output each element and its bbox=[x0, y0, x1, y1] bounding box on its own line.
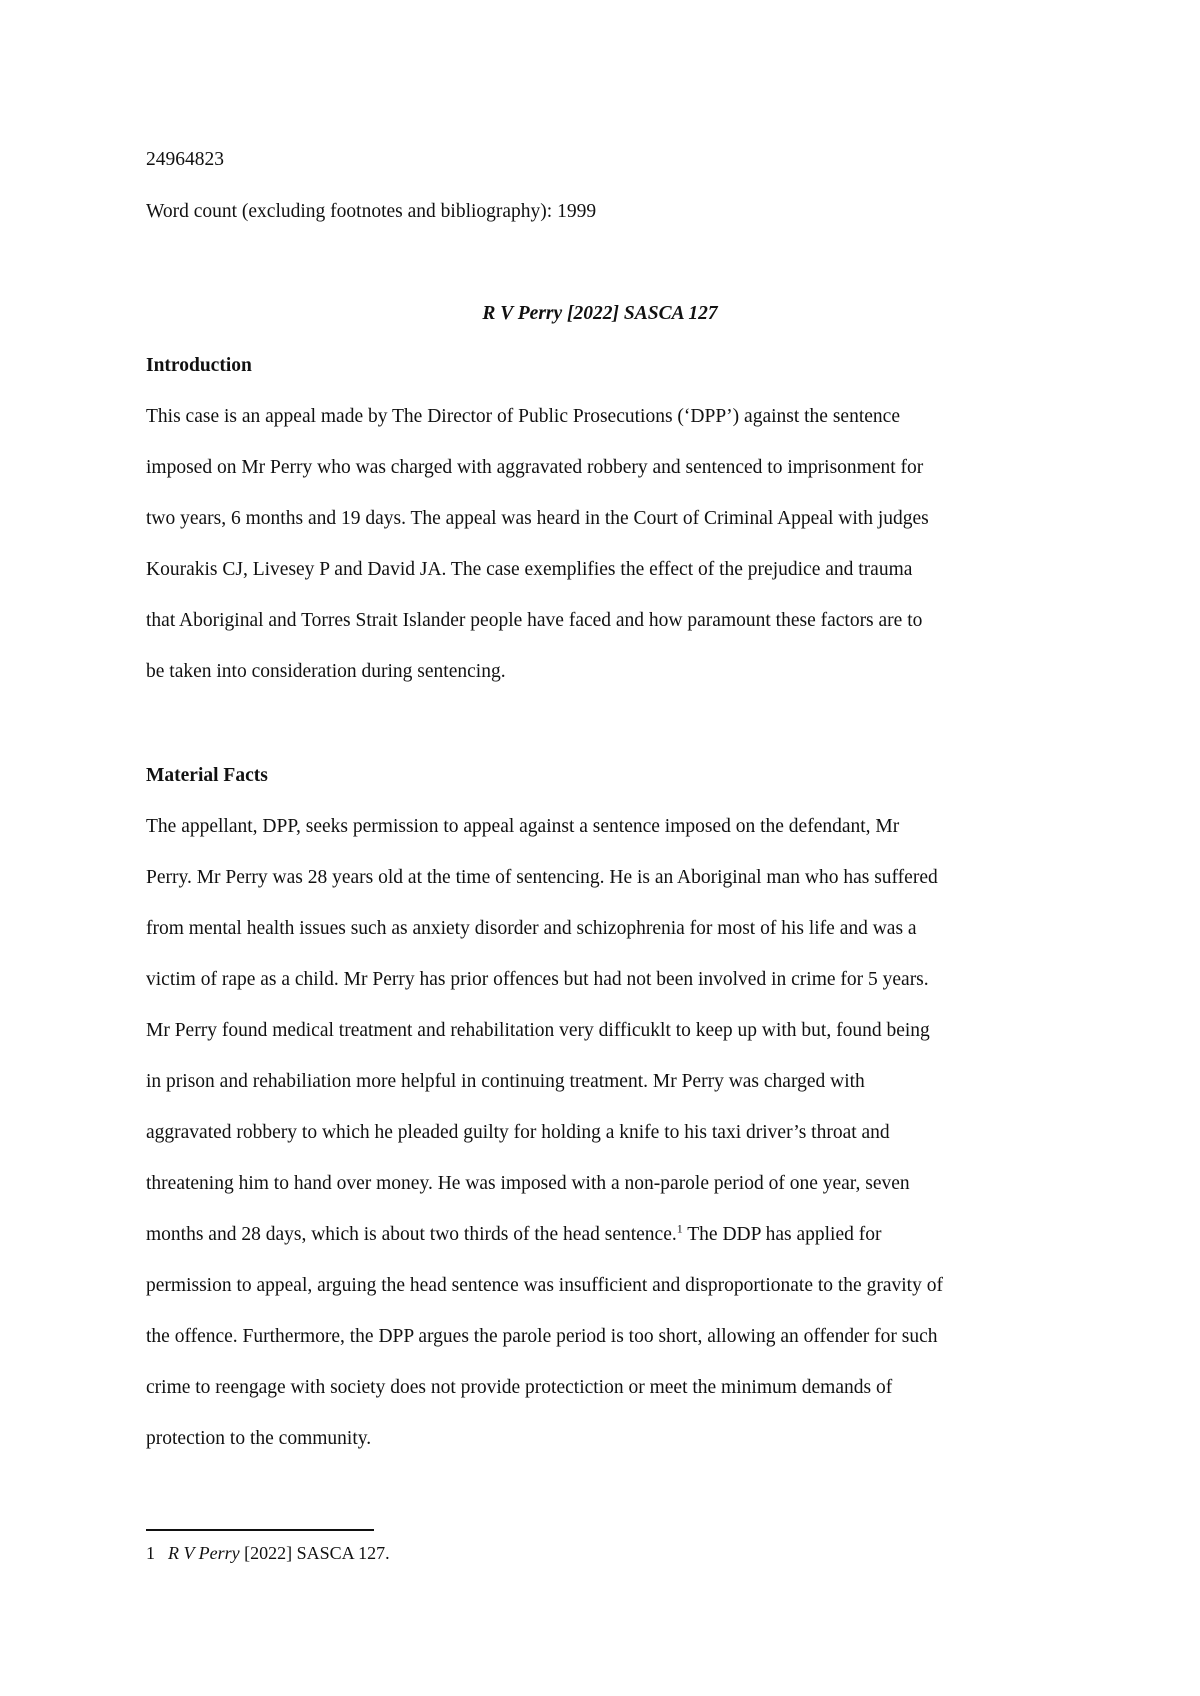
material-facts-line-with-footnote bbox=[146, 1223, 882, 1247]
material-facts-heading: Material Facts bbox=[146, 765, 268, 786]
material-facts-line: victim of rape as a child. Mr Perry has prior offences but had not been involved in crime for 5 years. bbox=[146, 969, 929, 990]
material-facts-line: Perry. Mr Perry was 28 years old at the time of sentencing. He is an Aboriginal man who has suffered bbox=[146, 867, 938, 888]
introduction-line: that Aboriginal and Torres Strait Islander people have faced and how paramount these factors are to bbox=[146, 610, 923, 631]
material-facts-line: from mental health issues such as anxiety disorder and schizophrenia for most of his life and was a bbox=[146, 918, 917, 939]
material-facts-line: the offence. Furthermore, the DPP argues the parole period is too short, allowing an offender for such bbox=[146, 1326, 938, 1347]
introduction-line: This case is an appeal made by The Director of Public Prosecutions (‘DPP’) against the sentence bbox=[146, 406, 900, 427]
footnote bbox=[146, 1541, 390, 1565]
material-facts-line: aggravated robbery to which he pleaded guilty for holding a knife to his taxi driver’s throat and bbox=[146, 1122, 890, 1143]
introduction-line: two years, 6 months and 19 days. The appeal was heard in the Court of Criminal Appeal with judges bbox=[146, 508, 929, 529]
material-facts-line: Mr Perry found medical treatment and rehabilitation very difficuklt to keep up with but, found being bbox=[146, 1020, 930, 1041]
footnote-citation: [2022] SASCA 127. bbox=[239, 1543, 390, 1563]
material-facts-line: crime to reengage with society does not provide protectiction or meet the minimum demands of bbox=[146, 1377, 893, 1398]
introduction-heading: Introduction bbox=[146, 355, 252, 376]
material-facts-line-tail: The DDP has applied for bbox=[682, 1224, 882, 1245]
material-facts-line: The appellant, DPP, seeks permission to appeal against a sentence imposed on the defendant, Mr bbox=[146, 816, 900, 837]
student-id: 24964823 bbox=[146, 149, 224, 170]
introduction-line: imposed on Mr Perry who was charged with aggravated robbery and sentenced to imprisonment for bbox=[146, 457, 924, 478]
footnote-case-name: R V Perry bbox=[168, 1543, 240, 1563]
document-title: R V Perry [2022] SASCA 127 bbox=[482, 303, 718, 324]
material-facts-line: permission to appeal, arguing the head sentence was insufficient and disproportionate to the gravity of bbox=[146, 1275, 943, 1296]
word-count: Word count (excluding footnotes and bibliography): 1999 bbox=[146, 201, 597, 222]
footnote-separator bbox=[146, 1529, 374, 1531]
material-facts-line: protection to the community. bbox=[146, 1428, 372, 1449]
introduction-line: Kourakis CJ, Livesey P and David JA. The case exemplifies the effect of the prejudice and trauma bbox=[146, 559, 913, 580]
material-facts-line: in prison and rehabiliation more helpful in continuing treatment. Mr Perry was charged with bbox=[146, 1071, 865, 1092]
footnote-reference[interactable]: 1 bbox=[676, 1221, 683, 1236]
footnote-number: 1 bbox=[146, 1543, 155, 1563]
material-facts-line: threatening him to hand over money. He was imposed with a non-parole period of one year, seven bbox=[146, 1173, 910, 1194]
material-facts-line-text: months and 28 days, which is about two thirds of the head sentence. bbox=[146, 1224, 677, 1245]
introduction-line: be taken into consideration during sentencing. bbox=[146, 661, 506, 682]
